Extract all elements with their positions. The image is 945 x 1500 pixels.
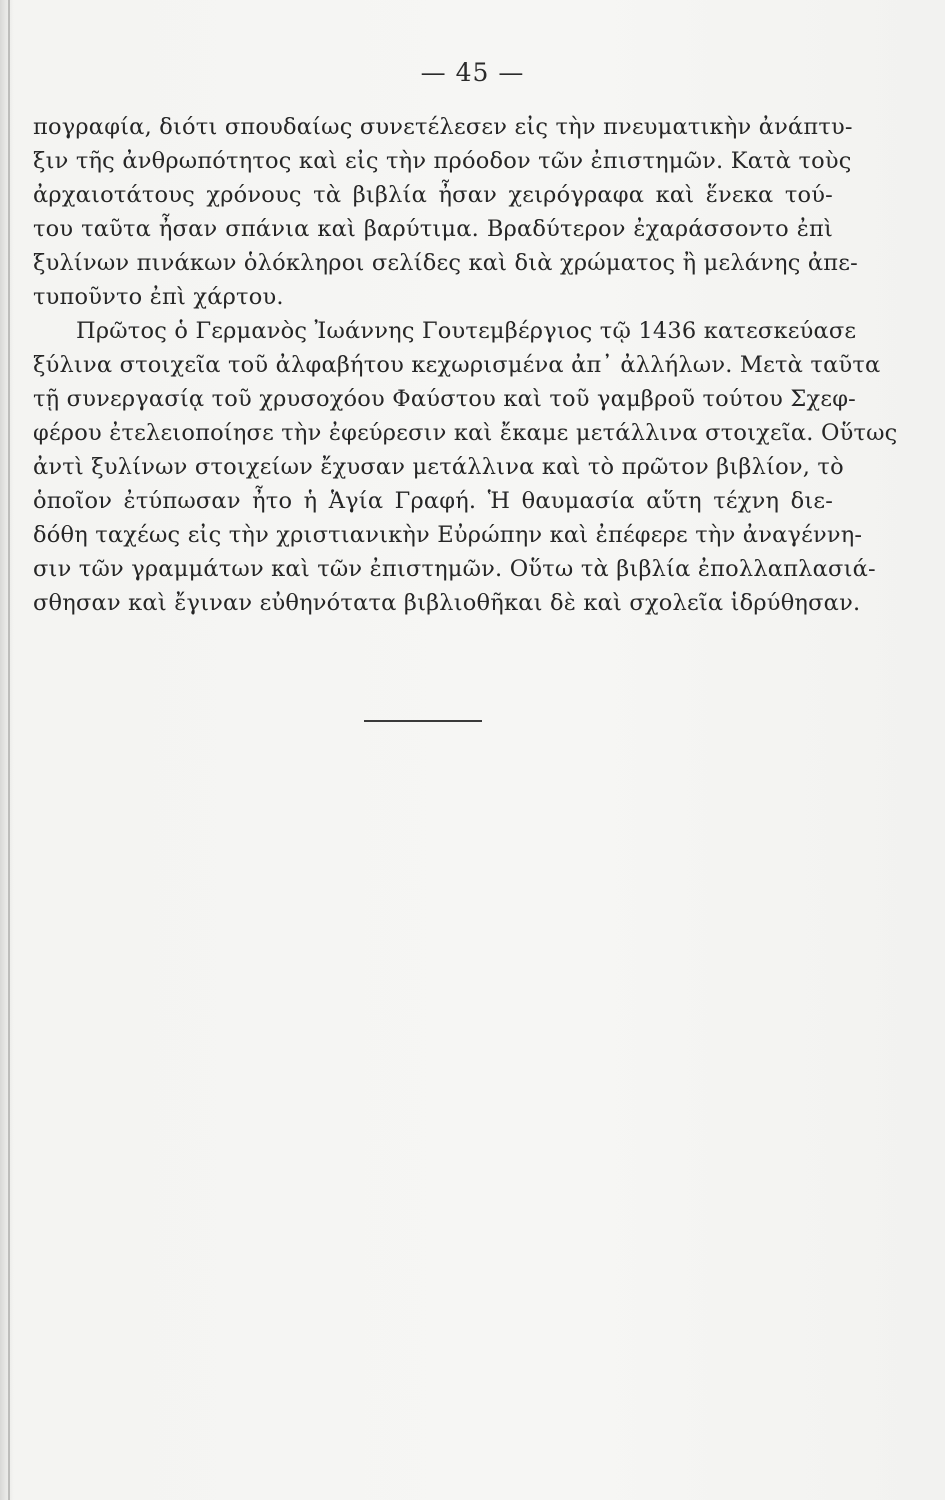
text-line: ξυλίνων πινάκων ὁλόκληροι σελίδες καὶ διὰ χρώματος ἢ μελάνης ἀπε-: [33, 250, 858, 276]
text-line: τυποῦντο ἐπὶ χάρτου.: [33, 284, 284, 310]
text-line: φέρου ἐτελειοποίησε τὴν ἐφεύρεσιν καὶ ἔκαμε μετάλλινα στοιχεῖα. Οὕτως: [33, 420, 898, 446]
text-line: ξύλινα στοιχεῖα τοῦ ἀλφαβήτου κεχωρισμένα ἀπ᾽ ἀλλήλων. Μετὰ ταῦτα: [33, 352, 881, 378]
text-line: Πρῶτος ὁ Γερμανὸς Ἰωάννης Γουτεμβέργιος τῷ 1436 κατεσκεύασε: [76, 318, 857, 344]
text-line: ξιν τῆς ἀνθρωπότητος καὶ εἰς τὴν πρόοδον τῶν ἐπιστημῶν. Κατὰ τοὺς: [33, 148, 852, 174]
text-line: ἀντὶ ξυλίνων στοιχείων ἔχυσαν μετάλλινα καὶ τὸ πρῶτον βιβλίον, τὸ: [33, 454, 844, 480]
binding-edge: [8, 0, 10, 1500]
paragraph-1: [33, 110, 858, 314]
text-line: πογραφία, διότι σπουδαίως συνετέλεσεν εἰς τὴν πνευματικὴν ἀνάπτυ-: [33, 114, 853, 140]
text-line: ἀρχαιοτάτους χρόνους τὰ βιβλία ἦσαν χειρόγραφα καὶ ἕνεκα τού-: [33, 182, 833, 208]
page-number: — 45 —: [420, 58, 525, 87]
section-divider: [364, 720, 482, 722]
text-line: δόθη ταχέως εἰς τὴν χριστιανικὴν Εὐρώπην καὶ ἐπέφερε τὴν ἀναγέννη-: [33, 522, 863, 548]
text-line: σθησαν καὶ ἔγιναν εὐθηνότατα βιβλιοθῆκαι δὲ καὶ σχολεῖα ἱδρύθησαν.: [33, 590, 861, 616]
text-line: του ταῦτα ἦσαν σπάνια καὶ βαρύτιμα. Βραδύτερον ἐχαράσσοντο ἐπὶ: [33, 216, 833, 242]
paragraph-2: [33, 314, 898, 620]
body-text: [33, 110, 898, 620]
text-line: τῇ συνεργασίᾳ τοῦ χρυσοχόου Φαύστου καὶ τοῦ γαμβροῦ τούτου Σχεφ-: [33, 386, 856, 412]
text-line: σιν τῶν γραμμάτων καὶ τῶν ἐπιστημῶν. Οὕτω τὰ βιβλία ἐπολλαπλασιά-: [33, 556, 876, 582]
text-line: ὁποῖον ἐτύπωσαν ἦτο ἡ Ἁγία Γραφή. Ἡ θαυμασία αὕτη τέχνη διε-: [33, 488, 833, 514]
